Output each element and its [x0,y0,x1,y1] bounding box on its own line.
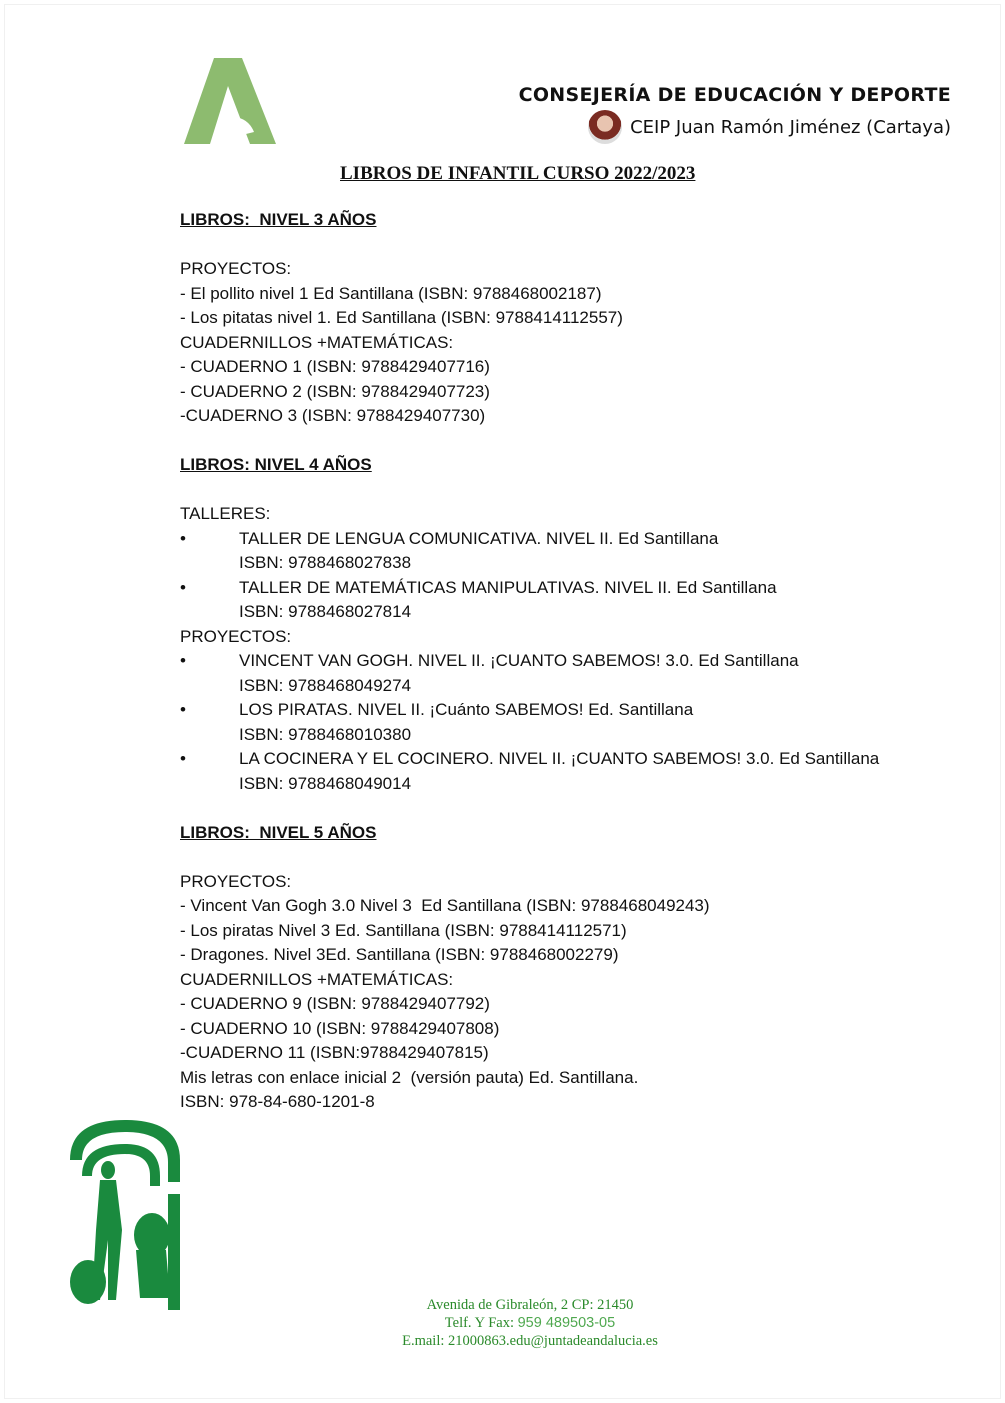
school-portrait-icon [588,110,622,144]
list-line: - CUADERNO 1 (ISBN: 9788429407716) [180,357,490,376]
book-list [180,208,879,1115]
school-row [519,110,951,144]
list-line: CUADERNILLOS +MATEMÁTICAS: [180,969,454,989]
bullet-item: • TALLER DE LENGUA COMUNICATIVA. NIVEL II. Ed Santillana [180,527,879,552]
isbn-line: ISBN: 9788468027814 [239,602,412,621]
list-line: ISBN: 978-84-680-1201-8 [180,1092,375,1111]
document-title: LIBROS DE INFANTIL CURSO 2022/2023 [340,163,696,184]
list-line: PROYECTOS: [180,871,292,891]
consejeria-title: CONSEJERÍA DE EDUCACIÓN Y DEPORTE [518,84,951,106]
footer-contact [330,1296,730,1350]
bullet-item: • LOS PIRATAS. NIVEL II. ¡Cuánto SABEMOS! Ed. Santillana [180,698,879,723]
list-line: - Los pitatas nivel 1. Ed Santillana (ISBN: 9788414112557) [180,308,623,327]
junta-andalucia-logo-icon [184,58,278,146]
list-line: - Los piratas Nivel 3 Ed. Santillana (ISBN: 9788414112571) [180,920,627,940]
list-line: - CUADERNO 9 (ISBN: 9788429407792) [180,994,490,1013]
footer-address: Avenida de Gibraleón, 2 CP: 21450 [426,1297,634,1313]
list-line: - Vincent Van Gogh 3.0 Nivel 3 Ed Santillana (ISBN: 9788468049243) [180,896,710,915]
isbn-line: ISBN: 9788468010380 [239,724,412,744]
footer-phone-label: Telf. Y Fax: [444,1315,518,1331]
footer-email: E.mail: 21000863.edu@juntadeandalucia.es [402,1333,658,1349]
bullet-item: • VINCENT VAN GOGH. NIVEL II. ¡CUANTO SABEMOS! 3.0. Ed Santillana [180,649,879,674]
header [519,84,951,144]
isbn-line: ISBN: 9788468049014 [239,773,412,793]
list-line: Mis letras con enlace inicial 2 (versión pauta) Ed. Santillana. [180,1067,639,1087]
section-heading: LIBROS: NIVEL 4 AÑOS [180,455,372,474]
list-line: -CUADERNO 3 (ISBN: 9788429407730) [180,406,486,425]
school-name: CEIP Juan Ramón Jiménez (Cartaya) [630,116,951,138]
list-line: - CUADERNO 2 (ISBN: 9788429407723) [180,381,490,401]
list-line: PROYECTOS: [180,626,292,646]
footer-phone: 959 489503-05 [517,1315,616,1331]
section-heading: LIBROS: NIVEL 3 AÑOS [180,210,377,229]
bullet-item: • TALLER DE MATEMÁTICAS MANIPULATIVAS. NIVEL II. Ed Santillana [180,576,879,601]
list-line: -CUADERNO 11 (ISBN:9788429407815) [180,1043,489,1062]
isbn-line: ISBN: 9788468049274 [239,675,412,695]
section-heading: LIBROS: NIVEL 5 AÑOS [180,822,377,842]
list-line: PROYECTOS: [180,259,292,278]
andalucia-emblem-icon [70,1120,182,1315]
footer-phone-row [330,1314,730,1332]
list-line: TALLERES: [180,504,271,523]
list-line: CUADERNILLOS +MATEMÁTICAS: [180,332,454,352]
list-line: - El pollito nivel 1 Ed Santillana (ISBN: 9788468002187) [180,283,602,303]
list-line: - Dragones. Nivel 3Ed. Santillana (ISBN: 9788468002279) [180,945,619,964]
isbn-line: ISBN: 9788468027838 [239,553,412,572]
list-line: - CUADERNO 10 (ISBN: 9788429407808) [180,1018,500,1038]
bullet-item: • LA COCINERA Y EL COCINERO. NIVEL II. ¡CUANTO SABEMOS! 3.0. Ed Santillana [180,747,879,772]
